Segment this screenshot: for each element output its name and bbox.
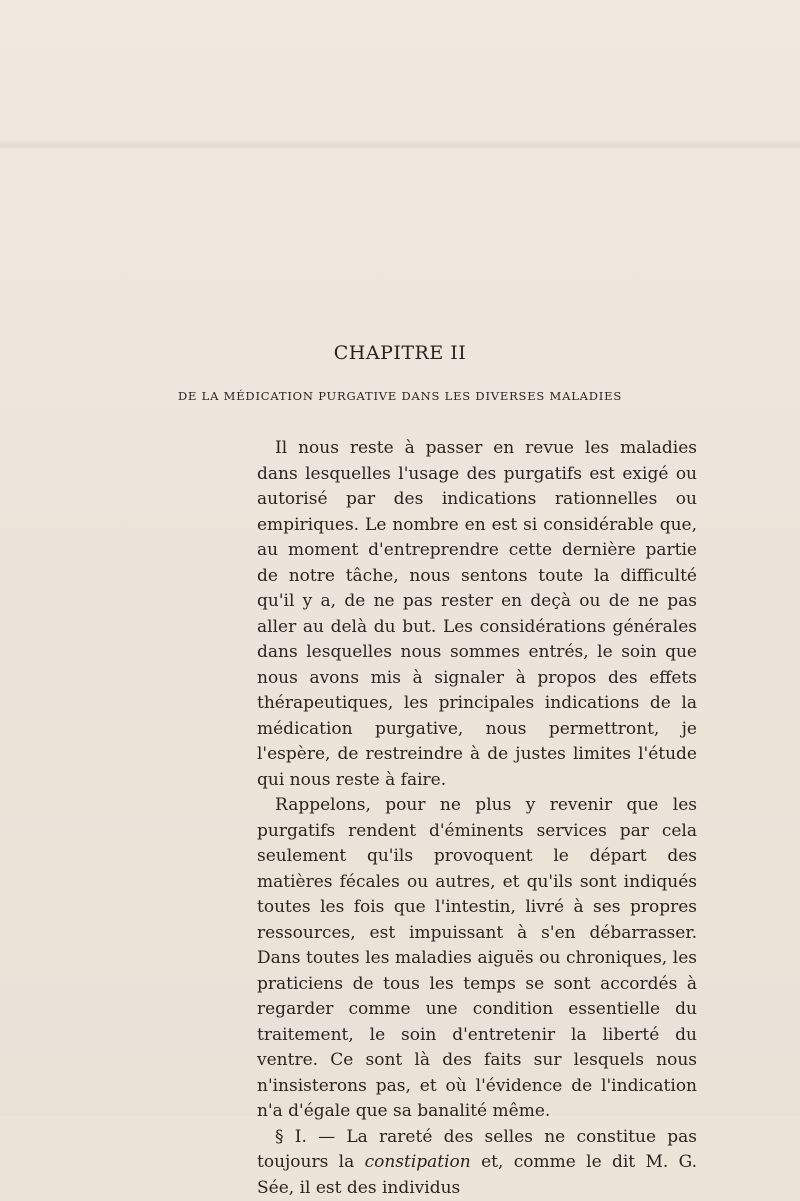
chapter-title: CHAPITRE II [0, 342, 800, 364]
paragraph-2: Rappelons, pour ne plus y revenir que les purgatifs rendent d'éminents services par cela seulement qu'ils provoquent le départ des matières fécales ou autres, et qu'ils sont indiqués toutes les fois que l'intestin, livré à ses propres ressources, est impuissant à s'en débarrasser. Dans toutes les maladies aiguës ou chroniques, les praticiens de tous les temps se sont accordés à regarder comme une condition essentielle du traitement, le soin d'entretenir la liberté du ventre. Ce sont là des faits sur lesquels nous n'insisterons pas, et où l'évidence de l'indication n'a d'égale que sa banalité même. [257, 793, 697, 1125]
section-number: § I. [275, 1127, 307, 1147]
section-rest-text: et, comme le dit M. G. Sée, il est des individus [257, 1152, 697, 1198]
section-lead-text: La rareté des selles ne constitue pas toujours la [257, 1127, 697, 1173]
section-term: constipation [365, 1152, 471, 1172]
body-text [257, 436, 697, 1201]
section-dash: — [318, 1127, 335, 1147]
paragraph-1: Il nous reste à passer en revue les maladies dans lesquelles l'usage des purgatifs est exigé ou autorisé par des indications rationnelles ou empiriques. Le nombre en est si considérable que, au moment d'entreprendre cette dernière partie de notre tâche, nous sentons toute la difficulté qu'il y a, de ne pas rester en deçà ou de ne pas aller au delà du but. Les considérations générales dans lesquelles nous sommes entrés, le soin que nous avons mis à signaler à propos des effets thérapeutiques, les principales indications de la médication purgative, nous permettront, je l'espère, de restreindre à de justes limites l'étude qui nous reste à faire. [257, 436, 697, 793]
paper-fold-shadow [0, 140, 800, 150]
chapter-subtitle: DE LA MÉDICATION PURGATIVE DANS LES DIVERSES MALADIES [0, 389, 800, 403]
section-1-paragraph [257, 1125, 697, 1201]
